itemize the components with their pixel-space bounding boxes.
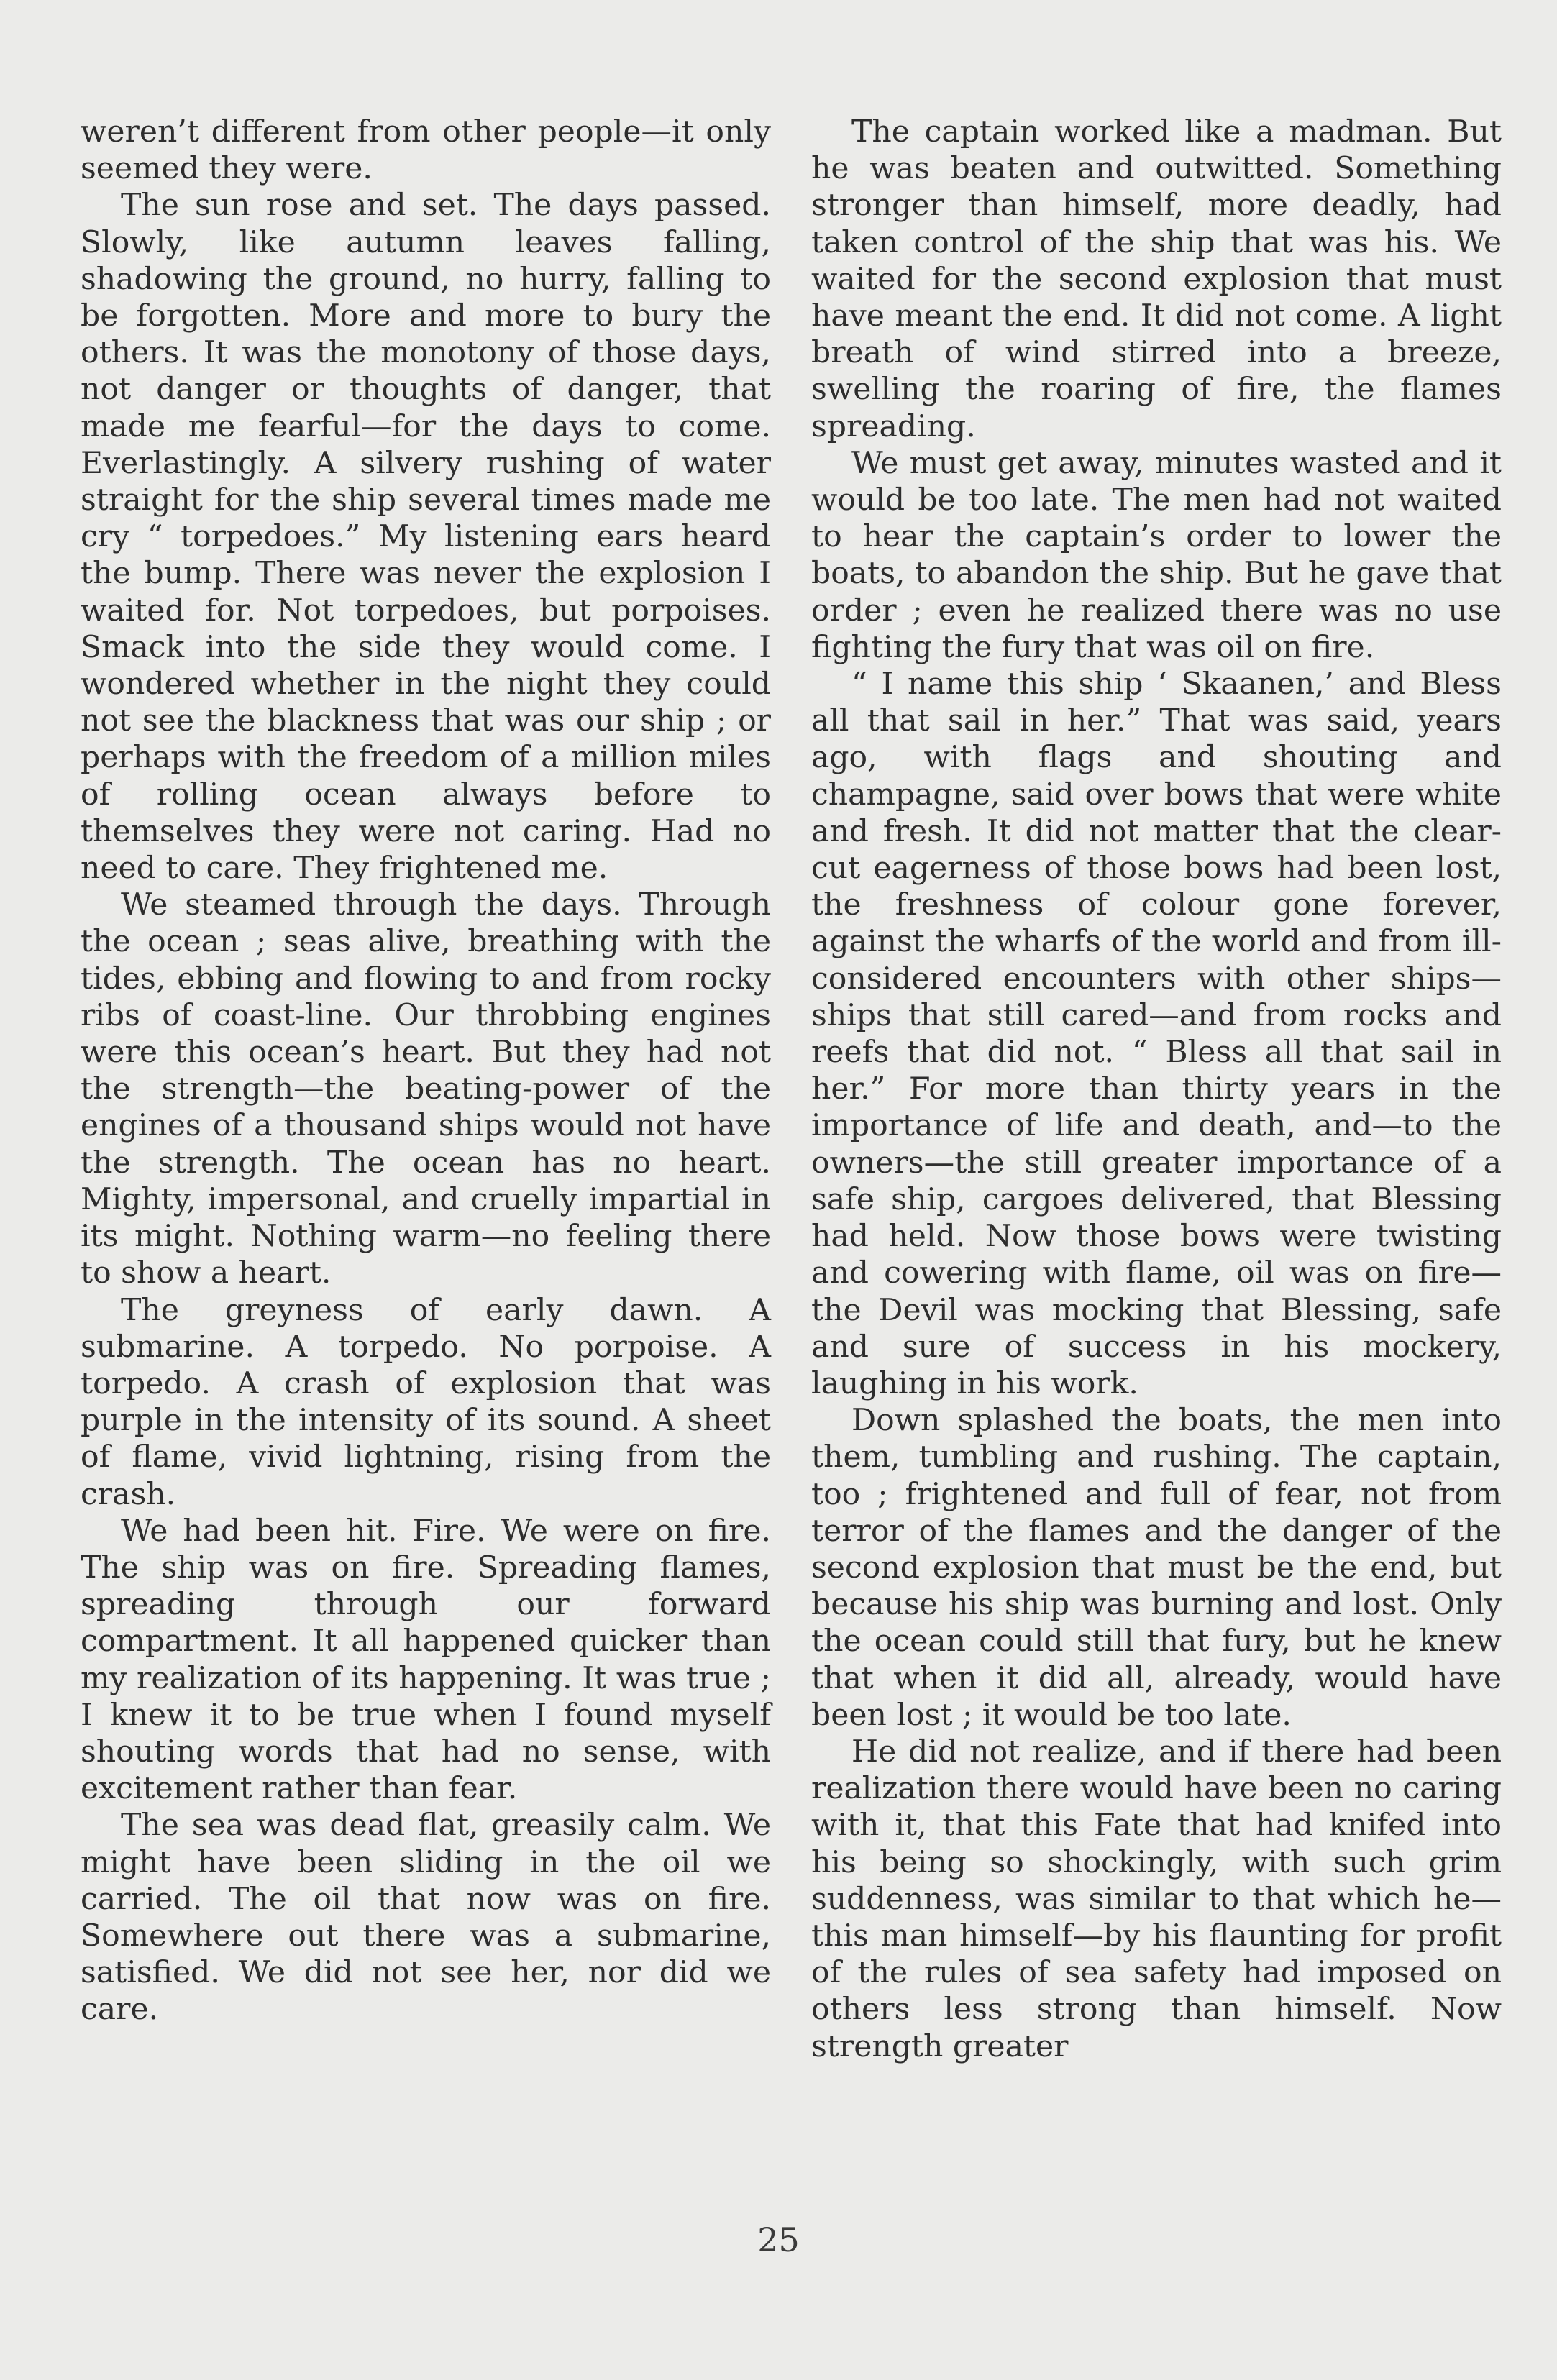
paragraph: We must get away, minutes wasted and it would be too late. The men had not waited to hear the captain’s order to lower the boats, to abandon the ship. But he gave that order ; even he realized there was no use fighting the fury that was oil on fire.: [811, 445, 1502, 665]
paragraph: “ I name this ship ‘ Skaanen,’ and Bless all that sail in her.” That was said, years ago, with flags and shouting and champagne, said over bows that were white and fresh. It did not matter that the clear-cut eagerness of those bows had been lost, the freshness of colour gone forever, against the wharfs of the world and from ill-considered encounters with other ships—ships that still cared—and from rocks and reefs that did not. “ Bless all that sail in her.” For more than thirty years in the importance of life and death, and—to the owners—the still greater importance of a safe ship, cargoes delivered, that Blessing had held. Now those bows were twisting and cowering with flame, oil was on fire—the Devil was mocking that Blessing, safe and sure of success in his mockery, laughing in his work.: [811, 667, 1502, 1401]
paragraph: The captain worked like a madman. But he was beaten and outwitted. Something stronger than himself, more deadly, had taken control of the ship that was his. We waited for the second explosion that must have meant the end. It did not come. A light breath of wind stirred into a breeze, swelling the roaring of fire, the flames spreading.: [811, 114, 1502, 444]
paragraph: The sea was dead flat, greasily calm. We might have been sliding in the oil we carried. The oil that now was on fire. Somewhere out there was a submarine, satisfied. We did not see her, nor did we care.: [81, 1808, 771, 2028]
paragraph: The sun rose and set. The days passed. Slowly, like autumn leaves falling, shadowing the ground, no hurry, falling to be forgotten. More and more to bury the others. It was the monotony of those days, not danger or thoughts of danger, that made me fearful—for the days to come. Everlastingly. A silvery rushing of water straight for the ship several times made me cry “ torpedoes.” My listening ears heard the bump. There was never the explosion I waited for. Not torpedoes, but porpoises. Smack into the side they would come. I wondered whether in the night they could not see the blackness that was our ship ; or perhaps with the freedom of a million miles of rolling ocean always before to themselves they were not caring. Had no need to care. They frightened me.: [81, 188, 771, 887]
paragraph: weren’t different from other people—it only seemed they were.: [81, 114, 771, 187]
paragraph: The greyness of early dawn. A submarine. A torpedo. No porpoise. A torpedo. A crash of explosion that was purple in the intensity of its sound. A sheet of flame, vivid lightning, rising from the crash.: [81, 1292, 771, 1512]
paragraph: We steamed through the days. Through the ocean ; seas alive, breathing with the tides, ebbing and flowing to and from rocky ribs of coast-line. Our throbbing engines were this ocean’s heart. But they had not the strength—the beating-power of the engines of a thousand ships would not have the strength. The ocean has no heart. Mighty, impersonal, and cruelly impartial in its might. Nothing warm—no feeling there to show a heart.: [81, 887, 771, 1291]
left-column: [81, 114, 771, 2028]
paragraph: We had been hit. Fire. We were on fire. The ship was on fire. Spreading flames, spreading through our forward compartment. It all happened quicker than my realization of its happening. It was true ; I knew it to be true when I found myself shouting words that had no sense, with excitement rather than fear.: [81, 1513, 771, 1807]
paragraph: He did not realize, and if there had been realization there would have been no caring with it, that this Fate that had knifed into his being so shockingly, with such grim suddenness, was similar to that which he—this man himself—by his flaunting for profit of the rules of sea safety had imposed on others less strong than himself. Now strength greater: [811, 1734, 1502, 2064]
paragraph: Down splashed the boats, the men into them, tumbling and rushing. The captain, too ; frightened and full of fear, not from terror of the flames and the danger of the second explosion that must be the end, but because his ship was burning and lost. Only the ocean could still that fury, but he knew that when it did all, already, would have been lost ; it would be too late.: [811, 1403, 1502, 1733]
right-column: [811, 114, 1502, 2065]
page-number: 25: [757, 2220, 800, 2259]
